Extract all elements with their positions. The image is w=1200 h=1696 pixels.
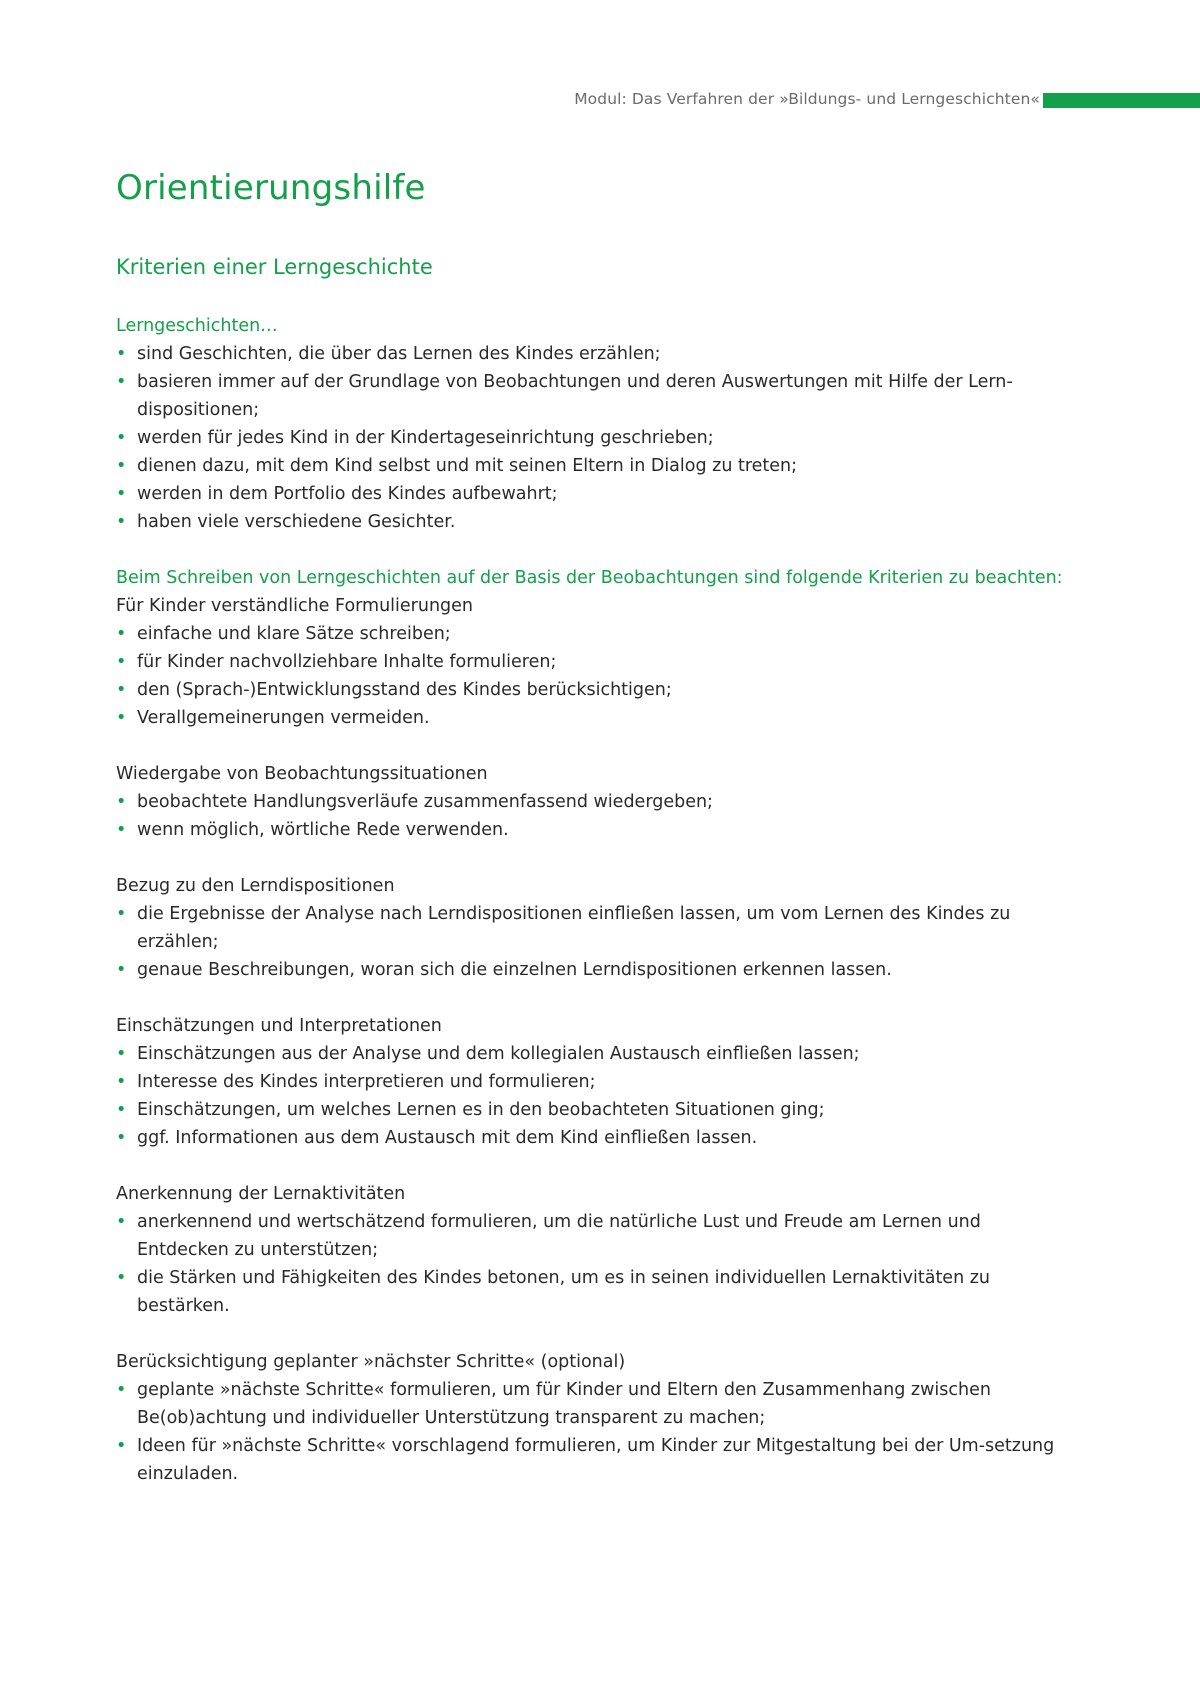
list-item: • Einschätzungen aus der Analyse und dem kollegialen Austausch einfließen lassen; [116,1040,1076,1068]
list-item: • die Stärken und Fähigkeiten des Kindes betonen, um es in seinen individuellen Lernaktivitäten zu bestärken. [116,1264,1076,1320]
intro-lead: Lerngeschichten… [116,316,278,336]
list-item: • Verallgemeinerungen vermeiden. [116,704,1076,732]
list-item: • wenn möglich, wörtliche Rede verwenden. [116,816,1076,844]
group-list [116,1208,1076,1320]
criteria-group [116,1180,1076,1320]
running-title: Modul: Das Verfahren der »Bildungs- und Lerngeschichten« [574,90,1040,108]
group-list [116,620,1076,732]
list-item: • den (Sprach-)Entwicklungsstand des Kindes berücksichtigen; [116,676,1076,704]
group-list [116,1376,1076,1488]
list-item: • haben viele verschiedene Gesichter. [116,508,1076,536]
list-item: • dienen dazu, mit dem Kind selbst und mit seinen Eltern in Dialog zu treten; [116,452,1076,480]
list-item: • Einschätzungen, um welches Lernen es in den beobachteten Situationen ging; [116,1096,1076,1124]
criteria-block [116,564,1076,732]
criteria-heading: Beim Schreiben von Lerngeschichten auf der Basis der Beobachtungen sind folgende Kriterien zu beachten: [116,568,1063,588]
list-item: • geplante »nächste Schritte« formulieren, um für Kinder und Eltern den Zusammenhang zwischen Be(ob)achtung und individueller Unterstützung transparent zu machen; [116,1376,1076,1432]
list-item: • beobachtete Handlungsverläufe zusammenfassend wiedergeben; [116,788,1076,816]
list-item: • einfache und klare Sätze schreiben; [116,620,1076,648]
criteria-group [116,1012,1076,1152]
intro-list [116,340,1076,536]
list-item: • ggf. Informationen aus dem Austausch mit dem Kind einfließen lassen. [116,1124,1076,1152]
group-list [116,788,1076,844]
list-item: • genaue Beschreibungen, woran sich die einzelnen Lerndispositionen erkennen lassen. [116,956,1076,984]
running-header [0,90,1200,114]
group-list [116,900,1076,984]
list-item: • die Ergebnisse der Analyse nach Lerndispositionen einfließen lassen, um vom Lernen des Kindes zu erzählen; [116,900,1076,956]
list-item: • Interesse des Kindes interpretieren und formulieren; [116,1068,1076,1096]
list-item: • sind Geschichten, die über das Lernen des Kindes erzählen; [116,340,1076,368]
group-title: Einschätzungen und Interpretationen [116,1016,442,1036]
group-title: Berücksichtigung geplanter »nächster Schritte« (optional) [116,1352,626,1372]
group-list [116,1040,1076,1152]
list-item: • für Kinder nachvollziehbare Inhalte formulieren; [116,648,1076,676]
group-title: Anerkennung der Lernaktivitäten [116,1184,406,1204]
list-item: • Ideen für »nächste Schritte« vorschlagend formulieren, um Kinder zur Mitgestaltung bei der Um-setzung einzuladen. [116,1432,1076,1488]
page-content [116,166,1076,1488]
list-item: • basieren immer auf der Grundlage von Beobachtungen und deren Auswertungen mit Hilfe der Lern-dispositionen; [116,368,1076,424]
criteria-group [116,1348,1076,1488]
intro-block [116,312,1076,536]
header-accent-bar [1043,93,1200,108]
list-item: • werden in dem Portfolio des Kindes aufbewahrt; [116,480,1076,508]
list-item: • werden für jedes Kind in der Kindertageseinrichtung geschrieben; [116,424,1076,452]
list-item: • anerkennend und wertschätzend formulieren, um die natürliche Lust und Freude am Lernen und Entdecken zu unterstützen; [116,1208,1076,1264]
page-title: Orientierungshilfe [116,168,426,208]
section-title: Kriterien einer Lerngeschichte [116,255,433,279]
criteria-group [116,760,1076,844]
group-title: Bezug zu den Lerndispositionen [116,876,395,896]
group-title: Für Kinder verständliche Formulierungen [116,596,474,616]
group-title: Wiedergabe von Beobachtungssituationen [116,764,488,784]
criteria-group [116,872,1076,984]
